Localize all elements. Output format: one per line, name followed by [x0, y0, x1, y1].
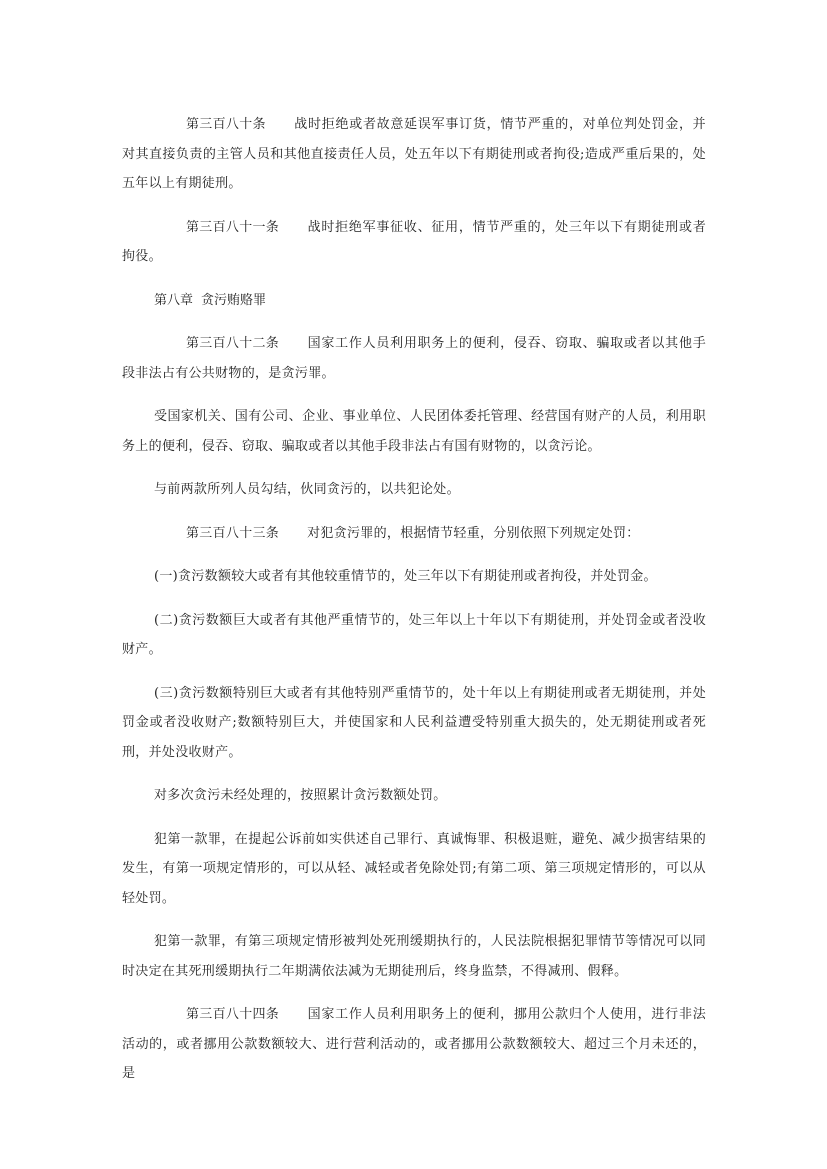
- article-number: 第三百八十四条: [186, 1007, 280, 1022]
- article-384: [122, 1000, 706, 1089]
- article-383-item-1: (一)贪污数额较大或者有其他较重情节的，处三年以下有期徒刑或者拘役，并处罚金。: [154, 569, 657, 584]
- article-383-paragraph-2: 对多次贪污未经处理的，按照累计贪污数额处罚。: [154, 788, 447, 803]
- article-383-paragraph-4: 犯第一款罪，有第三项规定情形被判处死刑缓期执行的，人民法院根据犯罪情节等情况可以同时决定在其死刑缓期执行二年期满依法减为无期徒刑后，终身监禁，不得减刑、假释。: [122, 934, 706, 979]
- article-number: 第三百八十二条: [186, 336, 280, 351]
- article-text: 国家工作人员利用职务上的便利，挪用公款归个人使用，进行非法活动的，或者挪用公款数额较大、进行营利活动的，或者挪用公款数额较大、超过三个月未还的，是: [122, 1007, 706, 1081]
- article-383-item-3: (三)贪污数额特别巨大或者有其他特别严重情节的，处十年以上有期徒刑或者无期徒刑，并处罚金或者没收财产;数额特别巨大，并使国家和人民利益遭受特别重大损失的，处无期徒刑或者死刑，并处没收财产。: [122, 685, 706, 760]
- chapter-title: 贪污贿赂罪: [201, 292, 267, 308]
- article-382: [122, 329, 706, 388]
- article-number: 第三百八十三条: [186, 525, 280, 541]
- article-380: [122, 110, 706, 199]
- article-text: 战时拒绝军事征收、征用，情节严重的，处三年以下有期徒刑或者拘役。: [122, 219, 706, 264]
- article-382-paragraph-3: 与前两款所列人员勾结，伙同贪污的，以共犯论处。: [154, 482, 460, 497]
- chapter-number: 第八章: [154, 292, 194, 308]
- article-383: [122, 519, 706, 549]
- article-383-item-2: (二)贪污数额巨大或者有其他严重情节的，处三年以上十年以下有期徒刑，并处罚金或者没收财产。: [122, 612, 706, 657]
- article-382-paragraph-2: 受国家机关、国有公司、企业、事业单位、人民团体委托管理、经营国有财产的人员，利用职务上的便利，侵吞、窃取、骗取或者以其他手段非法占有国有财物的，以贪污论。: [122, 409, 706, 454]
- article-text: 战时拒绝或者故意延误军事订货，情节严重的，对单位判处罚金，并对其直接负责的主管人员和其他直接责任人员，处五年以下有期徒刑或者拘役;造成严重后果的，处五年以上有期徒刑。: [122, 117, 706, 191]
- document-body: [122, 110, 706, 1103]
- article-text: 对犯贪污罪的，根据情节轻重，分别依照下列规定处罚：: [307, 525, 640, 541]
- article-381: [122, 213, 706, 272]
- article-383-paragraph-3: 犯第一款罪，在提起公诉前如实供述自己罪行、真诚悔罪、积极退赃，避免、减少损害结果的发生，有第一项规定情形的，可以从轻、减轻或者免除处罚;有第二项、第三项规定情形的，可以从轻处罚。: [122, 831, 706, 906]
- article-text: 国家工作人员利用职务上的便利，侵吞、窃取、骗取或者以其他手段非法占有公共财物的，是贪污罪。: [122, 336, 706, 381]
- article-number: 第三百八十一条: [186, 219, 280, 235]
- chapter-heading: [122, 286, 706, 316]
- article-number: 第三百八十条: [186, 117, 266, 132]
